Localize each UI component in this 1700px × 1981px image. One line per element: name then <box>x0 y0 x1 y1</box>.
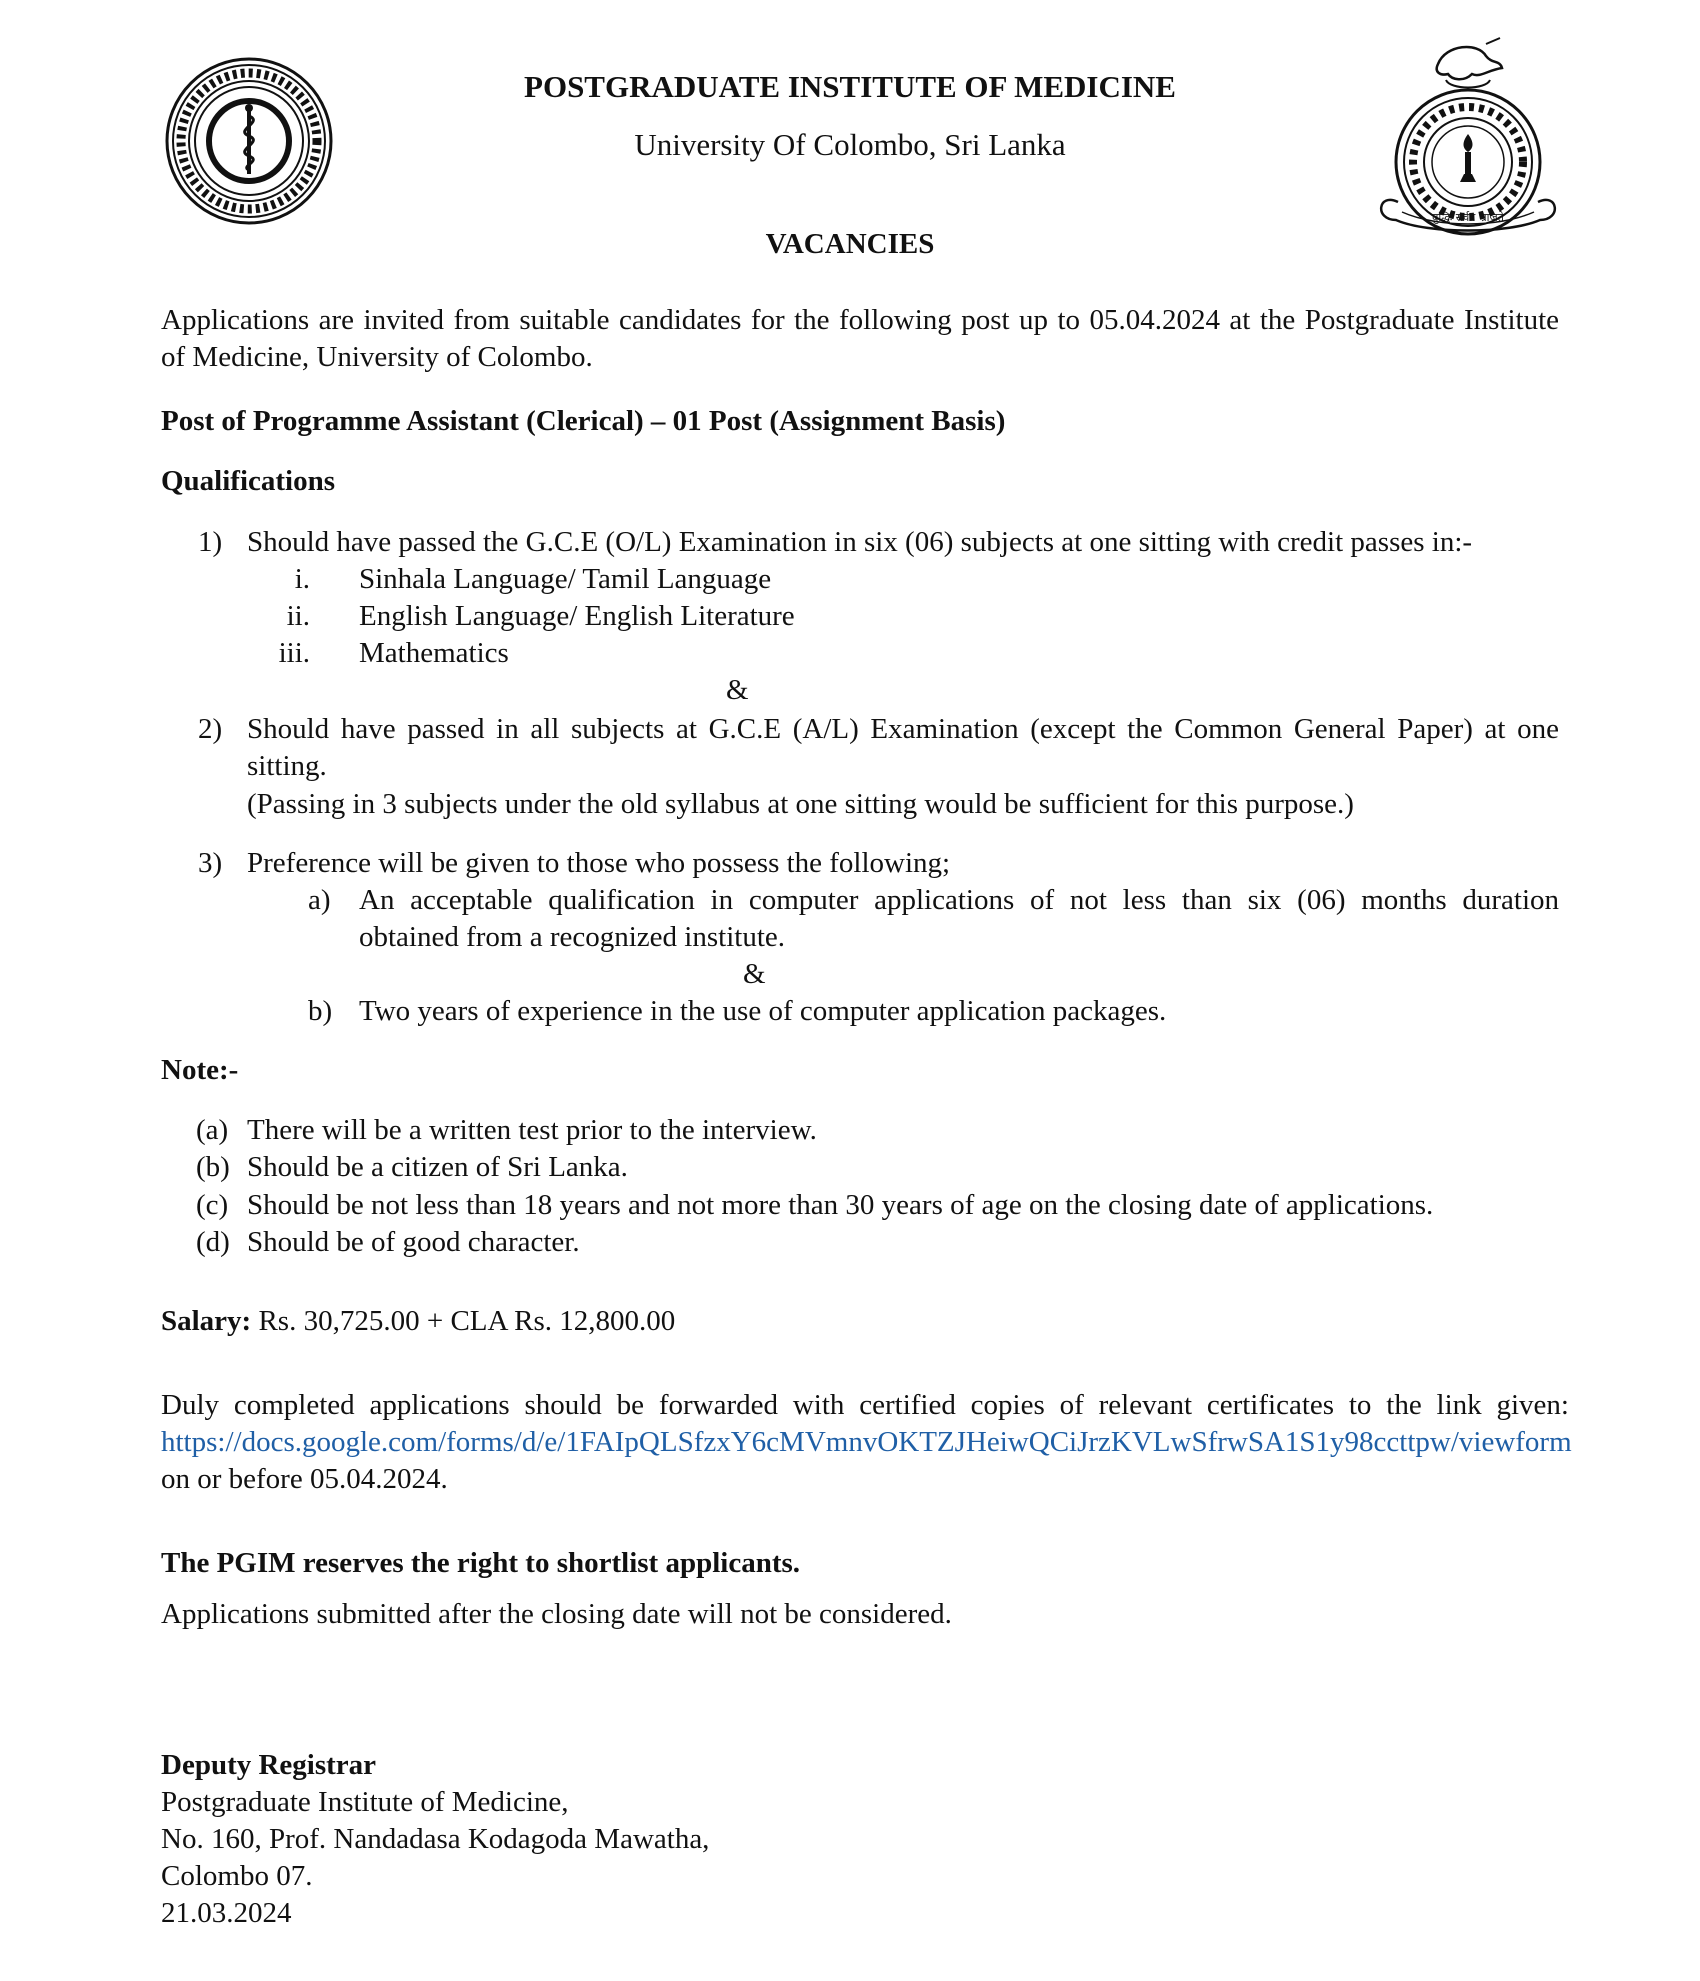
note-item: Should be not less than 18 years and not more than 30 years of age on the closing date of applications. <box>247 1189 1434 1221</box>
subitem-marker: ii. <box>286 600 310 632</box>
preference-text: An acceptable qualification in computer applications of not less than six (06) months duration <box>359 884 1559 916</box>
salary-value: Rs. 30,725.00 + CLA Rs. 12,800.00 <box>251 1305 676 1337</box>
note-marker: (c) <box>196 1189 229 1221</box>
note-marker: (a) <box>196 1114 229 1146</box>
qualification-text: Should have passed in all subjects at G.C.E (A/L) Examination (except the Common General Paper) at one <box>247 713 1559 745</box>
qualification-marker: 1) <box>198 526 223 558</box>
university-crest-logo <box>1368 34 1568 244</box>
note-marker: (d) <box>196 1226 230 1258</box>
apply-deadline: on or before 05.04.2024. <box>161 1463 448 1495</box>
intro-line-1: Applications are invited from suitable candidates for the following post up to 05.04.2024 at the Postgraduate Institute <box>161 304 1559 336</box>
subitem-marker: i. <box>294 563 310 595</box>
address-line: No. 160, Prof. Nandadasa Kodagoda Mawatha, <box>161 1823 710 1855</box>
salary-label: Salary: <box>161 1305 252 1337</box>
shortlist-notice: The PGIM reserves the right to shortlist applicants. <box>161 1547 801 1579</box>
application-form-link[interactable]: https://docs.google.com/forms/d/e/1FAIpQLSfzxY6cMVmnvOKTZJHeiwQCiJrzKVLwSfrwSA1S1y98ccttpw/viewform <box>161 1426 1572 1458</box>
qualification-text: Preference will be given to those who possess the following; <box>247 847 951 879</box>
university-name: University Of Colombo, Sri Lanka <box>634 127 1066 162</box>
subitem-text: English Language/ English Literature <box>359 600 795 632</box>
apply-link-line <box>161 1424 1572 1461</box>
address-line: Colombo 07. <box>161 1860 313 1892</box>
note-marker: (b) <box>196 1151 230 1183</box>
closing-date-notice: Applications submitted after the closing date will not be considered. <box>161 1598 952 1630</box>
subitem-marker: iii. <box>278 637 310 669</box>
intro-line-2: of Medicine, University of Colombo. <box>161 341 593 373</box>
institute-name: POSTGRADUATE INSTITUTE OF MEDICINE <box>524 69 1176 104</box>
preference-marker: b) <box>308 995 333 1027</box>
qualification-text: sitting. <box>247 750 327 782</box>
post-title: Post of Programme Assistant (Clerical) – 01 Post (Assignment Basis) <box>161 405 1006 437</box>
preference-text: obtained from a recognized institute. <box>359 921 785 953</box>
subitem-text: Mathematics <box>359 637 509 669</box>
note-item: There will be a written test prior to the interview. <box>247 1114 817 1146</box>
qualification-note: (Passing in 3 subjects under the old syllabus at one sitting would be sufficient for this purpose.) <box>247 788 1354 820</box>
address-line: Postgraduate Institute of Medicine, <box>161 1786 569 1818</box>
ampersand: & <box>743 958 766 990</box>
preference-marker: a) <box>308 884 331 916</box>
subitem-text: Sinhala Language/ Tamil Language <box>359 563 772 595</box>
apply-instructions: Duly completed applications should be forwarded with certified copies of relevant certificates to the link given: <box>161 1389 1569 1421</box>
signatory-title: Deputy Registrar <box>161 1749 377 1781</box>
ampersand: & <box>726 674 749 706</box>
crest-motto: बुद्धिः सर्वत्र भ्राजते <box>1432 211 1504 224</box>
preference-text: Two years of experience in the use of computer application packages. <box>359 995 1167 1027</box>
salary-line <box>161 1303 675 1340</box>
qualification-text: Should have passed the G.C.E (O/L) Examination in six (06) subjects at one sitting with credit passes in:- <box>247 526 1473 558</box>
page-heading: VACANCIES <box>765 228 935 260</box>
pgim-seal-logo <box>164 56 334 226</box>
note-item: Should be of good character. <box>247 1226 580 1258</box>
qualifications-heading: Qualifications <box>161 465 336 497</box>
document-date: 21.03.2024 <box>161 1897 292 1929</box>
qualification-marker: 3) <box>198 847 223 879</box>
qualification-marker: 2) <box>198 713 223 745</box>
note-heading: Note:- <box>161 1054 239 1086</box>
caduceus-seal-icon <box>164 56 334 226</box>
note-item: Should be a citizen of Sri Lanka. <box>247 1151 628 1183</box>
